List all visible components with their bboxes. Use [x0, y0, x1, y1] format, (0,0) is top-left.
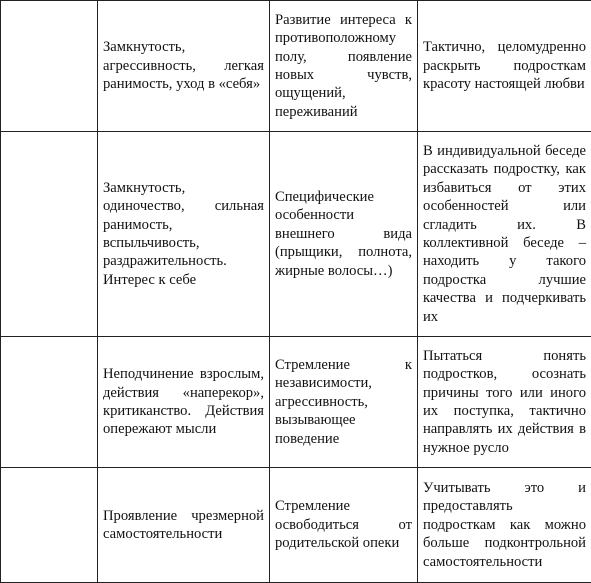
- causes-cell: [270, 337, 418, 468]
- table-row: [1, 468, 591, 583]
- empty-cell: [1, 468, 98, 583]
- features-text: Замкнутость, агрессивность, легкая ранимость, уход в «себя»: [103, 38, 264, 93]
- table-row: [1, 132, 591, 337]
- causes-text: Специфические особенности внешнего вида (прыщики, полнота, жирные волосы…): [275, 188, 412, 280]
- empty-cell: [1, 132, 98, 337]
- causes-text: Развитие интереса к противоположному полу, появление новых чувств, ощущений, переживаний: [275, 11, 412, 121]
- features-text: Неподчинение взрослым, действия «наперекор», критиканство. Действия опережают мысли: [103, 365, 264, 439]
- empty-cell: [1, 1, 98, 132]
- recommendations-text: В индивидуальной беседе рассказать подростку, как избавиться от этих особенностей или сгладить их. В коллективной беседе – находить у такого подростка лучшие качества и подчеркивать их: [423, 142, 586, 326]
- recommendations-text: Тактично, целомудренно раскрыть подросткам красоту настоящей любви: [423, 38, 586, 93]
- recommendations-text: Пытаться понять подростков, осознать причины того или иного их поступка, тактично направлять их действия в нужное русло: [423, 347, 586, 457]
- features-cell: [98, 468, 270, 583]
- features-cell: [98, 1, 270, 132]
- causes-text: Стремление к независимости, агрессивность, вызывающее поведение: [275, 356, 412, 448]
- features-cell: [98, 337, 270, 468]
- recommendations-cell: [418, 132, 591, 337]
- features-text: Проявление чрезмерной самостоятельности: [103, 507, 264, 544]
- features-cell: [98, 132, 270, 337]
- empty-cell: [1, 337, 98, 468]
- causes-cell: [270, 1, 418, 132]
- features-text: Замкнутость, одиночество, сильная ранимость, вспыльчивость, раздражительность. Интерес к себе: [103, 179, 264, 289]
- recommendations-cell: [418, 337, 591, 468]
- causes-text: Стремление освободиться от родительской опеки: [275, 497, 412, 552]
- causes-cell: [270, 468, 418, 583]
- recommendations-text: Учитывать это и предоставлять подросткам как можно больше подконтрольной самостоятельности: [423, 479, 586, 571]
- causes-cell: [270, 132, 418, 337]
- table-row: [1, 337, 591, 468]
- recommendations-cell: [418, 1, 591, 132]
- recommendations-cell: [418, 468, 591, 583]
- table-row: [1, 1, 591, 132]
